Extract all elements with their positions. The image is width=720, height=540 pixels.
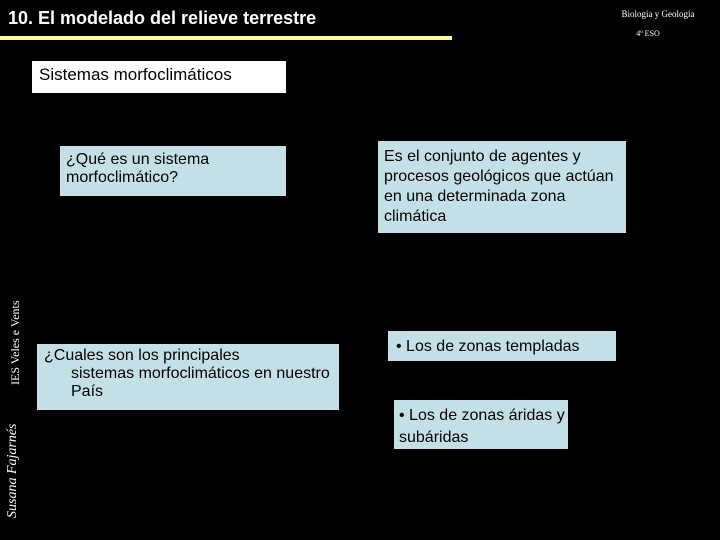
author-name: Susana Fajarnés	[5, 423, 20, 518]
slide-title: 10. El modelado del relieve terrestre	[8, 8, 317, 28]
section-heading: Sistemas morfoclimáticos	[32, 61, 286, 93]
answer-temperate-zones-box: • Los de zonas templadas	[388, 331, 616, 361]
question-which-systems-box	[37, 344, 339, 410]
answer-definition-box: Es el conjunto de agentes y procesos geológicos que actúan en una determinada zona climática	[378, 141, 626, 233]
course-label: 4º ESO	[636, 29, 660, 38]
school-name: IES Veles e Vents	[8, 300, 22, 385]
title-underline	[0, 36, 452, 40]
question-which-systems-line1: ¿Cuales son los principales	[44, 347, 240, 364]
question-which-systems-line2: sistemas morfoclimáticos en nuestro País	[71, 365, 330, 400]
answer-arid-zones-box: • Los de zonas áridas y subáridas	[394, 400, 568, 449]
subject-label: Biología y Geología	[621, 9, 695, 19]
question-what-is-box: ¿Qué es un sistema morfoclimático?	[60, 146, 286, 196]
